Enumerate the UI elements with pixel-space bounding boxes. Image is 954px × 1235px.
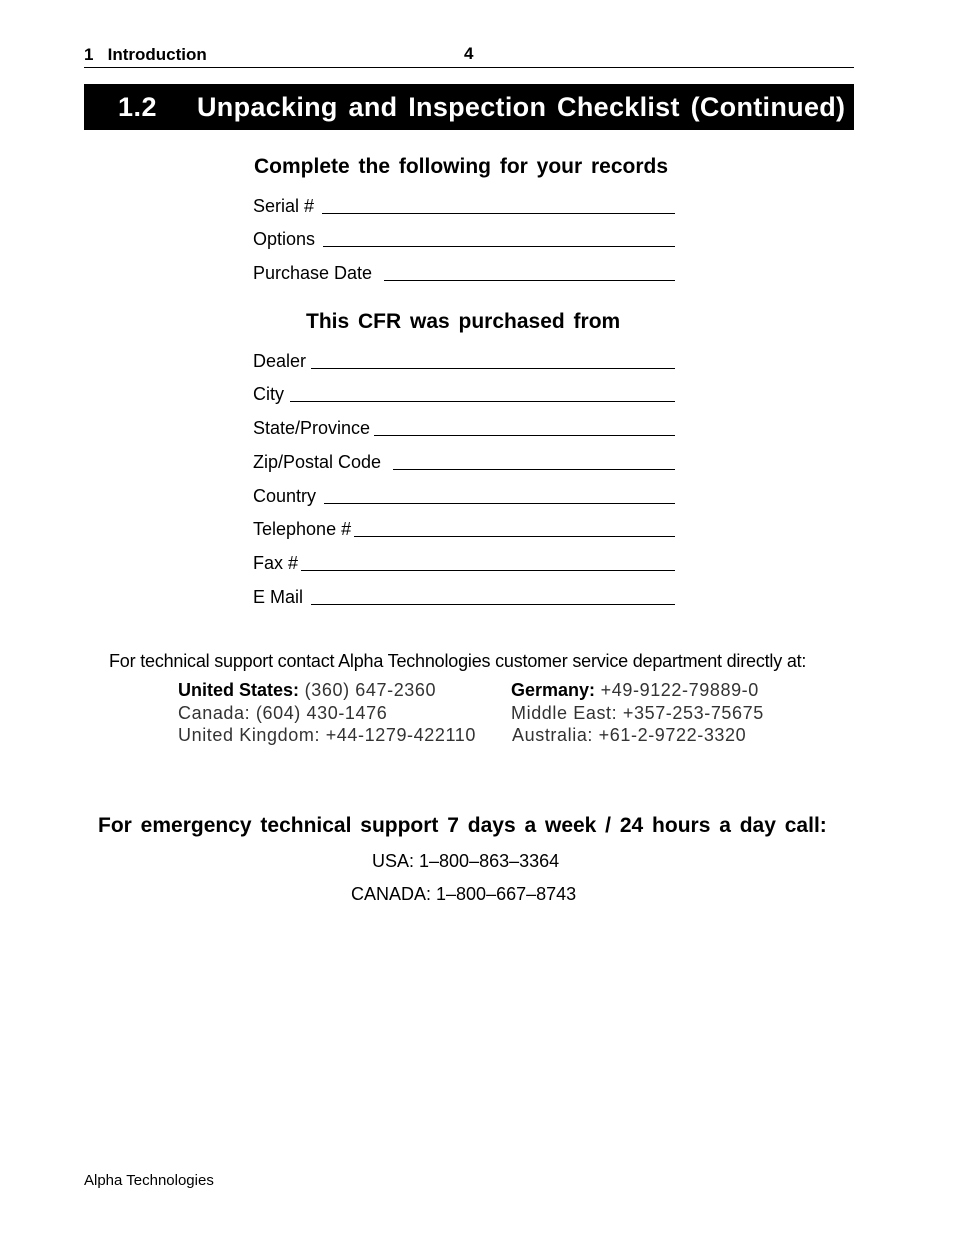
city-field[interactable] bbox=[253, 380, 675, 404]
contact-middle-east bbox=[511, 703, 764, 724]
serial-label: Serial # bbox=[253, 196, 315, 216]
section-banner bbox=[84, 84, 854, 130]
country-label: Country bbox=[253, 486, 317, 506]
zip-postal-blank-line[interactable] bbox=[393, 468, 675, 470]
dealer-blank-line[interactable] bbox=[311, 367, 675, 369]
state-province-blank-line[interactable] bbox=[374, 434, 675, 436]
contact-country: Australia: bbox=[512, 725, 594, 745]
contact-united-kingdom bbox=[178, 725, 476, 746]
contact-country: United States: bbox=[178, 680, 300, 700]
contact-australia bbox=[512, 725, 746, 746]
telephone-blank-line[interactable] bbox=[354, 535, 675, 537]
fax-field[interactable] bbox=[253, 549, 675, 573]
serial-field[interactable] bbox=[253, 192, 675, 216]
purchase-date-label: Purchase Date bbox=[253, 263, 373, 283]
contact-number: +44-1279-422110 bbox=[325, 725, 476, 745]
zip-postal-label: Zip/Postal Code bbox=[253, 452, 382, 472]
country-field[interactable] bbox=[253, 482, 675, 506]
canada-hotline: CANADA: 1–800–667–8743 bbox=[351, 884, 577, 904]
purchase-date-blank-line[interactable] bbox=[384, 279, 675, 281]
zip-postal-field[interactable] bbox=[253, 448, 675, 472]
options-label: Options bbox=[253, 229, 316, 249]
support-intro: For technical support contact Alpha Technologies customer service department directly at: bbox=[109, 651, 807, 671]
contact-number: (360) 647-2360 bbox=[304, 680, 437, 700]
purchase-date-field[interactable] bbox=[253, 259, 675, 283]
state-province-label: State/Province bbox=[253, 418, 371, 438]
city-blank-line[interactable] bbox=[290, 400, 675, 402]
contact-country: Canada: bbox=[178, 703, 251, 723]
telephone-label: Telephone # bbox=[253, 519, 352, 539]
state-province-field[interactable] bbox=[253, 414, 675, 438]
contact-number: +61-2-9722-3320 bbox=[598, 725, 747, 745]
section-number: 1.2 bbox=[118, 92, 158, 122]
emergency-heading: For emergency technical support 7 days a week / 24 hours a day call: bbox=[98, 814, 827, 837]
purchase-heading: This CFR was purchased from bbox=[306, 310, 621, 333]
contact-germany bbox=[511, 680, 759, 701]
page-number: 4 bbox=[464, 44, 474, 63]
section-title: Unpacking and Inspection Checklist (Continued) bbox=[197, 92, 846, 122]
contact-country: Middle East: bbox=[511, 703, 618, 723]
fax-blank-line[interactable] bbox=[301, 569, 675, 571]
fax-label: Fax # bbox=[253, 553, 299, 573]
options-blank-line[interactable] bbox=[323, 245, 675, 247]
email-blank-line[interactable] bbox=[311, 603, 675, 605]
email-field[interactable] bbox=[253, 583, 675, 607]
telephone-field[interactable] bbox=[253, 515, 675, 539]
contact-united-states bbox=[178, 680, 436, 701]
contact-canada bbox=[178, 703, 387, 724]
serial-blank-line[interactable] bbox=[322, 212, 675, 214]
chapter-label: 1 Introduction bbox=[84, 45, 207, 64]
usa-hotline: USA: 1–800–863–3364 bbox=[372, 851, 560, 871]
email-label: E Mail bbox=[253, 587, 304, 607]
contact-country: Germany: bbox=[511, 680, 596, 700]
city-label: City bbox=[253, 384, 284, 404]
dealer-label: Dealer bbox=[253, 351, 307, 371]
contact-country: United Kingdom: bbox=[178, 725, 321, 745]
country-blank-line[interactable] bbox=[324, 502, 675, 504]
records-heading: Complete the following for your records bbox=[254, 155, 669, 178]
footer-company: Alpha Technologies bbox=[84, 1172, 214, 1189]
running-header bbox=[84, 43, 854, 68]
contact-number: (604) 430-1476 bbox=[255, 703, 388, 723]
contact-number: +49-9122-79889-0 bbox=[600, 680, 759, 700]
contact-number: +357-253-75675 bbox=[622, 703, 764, 723]
dealer-field[interactable] bbox=[253, 347, 675, 371]
options-field[interactable] bbox=[253, 225, 675, 249]
